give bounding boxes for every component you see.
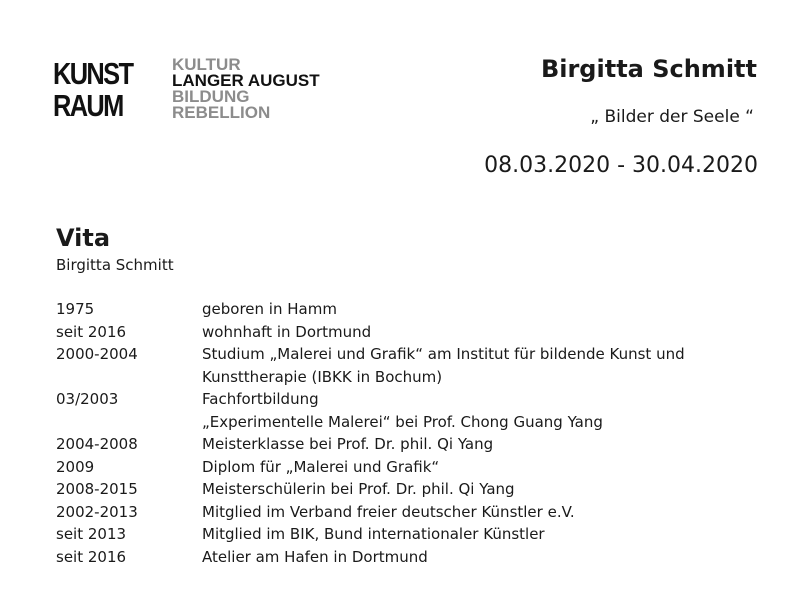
vita-year: seit 2016 xyxy=(56,547,127,566)
vita-description: Mitglied im BIK, Bund internationaler Künstler xyxy=(202,525,545,543)
vita-year: 2004-2008 xyxy=(56,435,138,453)
logo-wordmark xyxy=(172,57,320,121)
vita-description: geboren in Hamm xyxy=(202,300,337,318)
vita-entry xyxy=(56,456,756,479)
logo-mark xyxy=(53,58,153,122)
vita-heading: Vita xyxy=(56,224,111,252)
vita-description: Kunsttherapie (IBKK in Bochum) xyxy=(202,367,443,386)
logo-word-langer-august: LANGER AUGUST xyxy=(172,71,320,90)
vita-year-empty xyxy=(56,366,202,389)
vita-entry-continuation xyxy=(56,366,756,389)
vita-description: Meisterklasse bei Prof. Dr. phil. Qi Yang xyxy=(202,435,494,453)
logo-word-bildung: BILDUNG xyxy=(172,87,250,106)
vita-year: 2000-2004 xyxy=(56,345,138,363)
logo-mark-line-2: RAUM xyxy=(53,88,123,123)
vita-year: 2002-2013 xyxy=(56,502,138,521)
exhibition-title: „ Bilder der Seele “ xyxy=(590,107,754,127)
kunstraum-logo xyxy=(53,55,373,124)
vita-entry xyxy=(56,343,756,366)
logo-mark-line-1: KUNST xyxy=(53,56,133,91)
vita-entry xyxy=(56,298,756,321)
vita-year-empty xyxy=(56,411,202,434)
vita-description: wohnhaft in Dortmund xyxy=(202,322,372,341)
vita-entry xyxy=(56,523,756,546)
vita-entry xyxy=(56,321,756,344)
vita-list xyxy=(56,298,756,568)
vita-description: Studium „Malerei und Grafik“ am Institut für bildende Kunst und xyxy=(202,345,685,363)
vita-year: seit 2016 xyxy=(56,322,127,341)
vita-entry xyxy=(56,501,756,524)
vita-description: „Experimentelle Malerei“ bei Prof. Chong Guang Yang xyxy=(202,412,603,431)
vita-year: seit 2013 xyxy=(56,525,127,543)
vita-entry xyxy=(56,433,756,456)
vita-entry-continuation xyxy=(56,411,756,434)
vita-description: Diplom für „Malerei und Grafik“ xyxy=(202,457,440,476)
vita-year: 1975 xyxy=(56,300,95,318)
exhibition-dates: 08.03.2020 - 30.04.2020 xyxy=(484,153,758,178)
vita-year: 2009 xyxy=(56,457,95,476)
vita-description: Meisterschülerin bei Prof. Dr. phil. Qi Yang xyxy=(202,480,515,498)
logo-word-kultur: KULTUR xyxy=(172,55,241,74)
vita-year: 03/2003 xyxy=(56,390,119,408)
vita-description: Fachfortbildung xyxy=(202,390,319,408)
artist-name: Birgitta Schmitt xyxy=(540,55,757,83)
vita-description: Mitglied im Verband freier deutscher Künstler e.V. xyxy=(202,502,575,521)
vita-year: 2008-2015 xyxy=(56,480,138,498)
vita-entry xyxy=(56,388,756,411)
vita-entry xyxy=(56,546,756,569)
logo-word-rebellion: REBELLION xyxy=(172,103,271,122)
vita-description: Atelier am Hafen in Dortmund xyxy=(202,547,428,566)
vita-entry xyxy=(56,478,756,501)
vita-subtitle-name: Birgitta Schmitt xyxy=(56,256,174,274)
